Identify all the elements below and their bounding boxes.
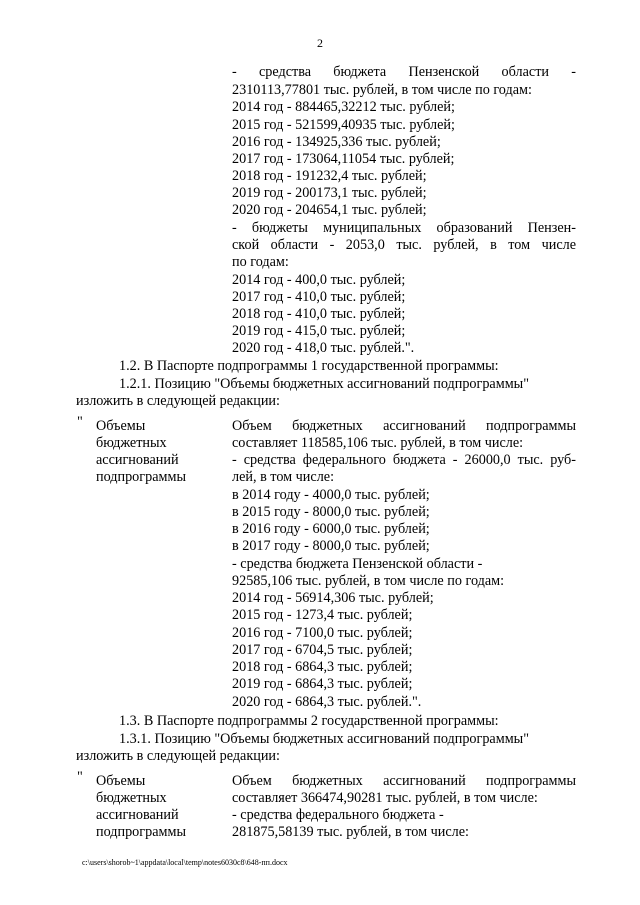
paragraph-1-3: 1.3. В Паспорте подпрограммы 2 государственной программы:: [119, 713, 499, 729]
block1-line: 2016 год - 134925,336 тыс. рублей;: [232, 134, 441, 150]
table2-right-line: 281875,58139 тыс. рублей, в том числе:: [232, 824, 469, 840]
table2-quote-mark: ": [77, 769, 83, 785]
table2-right-line: - средства федерального бюджета -: [232, 807, 444, 823]
table2-right-line: составляет 366474,90281 тыс. рублей, в том числе:: [232, 790, 538, 806]
table2-left-cell: бюджетных: [96, 790, 167, 806]
block1-line: - средства бюджета Пензенской области -: [232, 64, 576, 80]
page-number: 2: [317, 36, 323, 50]
table2-left-cell: Объемы: [96, 773, 146, 789]
table1-right-line: составляет 118585,106 тыс. рублей, в том числе:: [232, 435, 524, 451]
table1-right-line: лей, в том числе:: [232, 469, 335, 485]
block1-line: 2019 год - 200173,1 тыс. рублей;: [232, 185, 427, 201]
block1-line: ской области - 2053,0 тыс. рублей, в том числе: [232, 237, 576, 253]
table1-left-cell: Объемы: [96, 418, 146, 434]
table1-right-line: в 2015 году - 8000,0 тыс. рублей;: [232, 504, 430, 520]
table1-right-line: 2018 год - 6864,3 тыс. рублей;: [232, 659, 413, 675]
table1-left-cell: подпрограммы: [96, 469, 186, 485]
table1-left-cell: бюджетных: [96, 435, 167, 451]
table1-right-line: - средства бюджета Пензенской области -: [232, 556, 483, 572]
table2-left-cell: ассигнований: [96, 807, 179, 823]
table1-right-line: 2019 год - 6864,3 тыс. рублей;: [232, 676, 413, 692]
footer-file-path: c:\users\shorob~1\appdata\local\temp\notes6030c8\648-пп.docx: [82, 858, 288, 867]
block1-line: - бюджеты муниципальных образований Пензен-: [232, 220, 576, 236]
block1-line: 2020 год - 418,0 тыс. рублей.".: [232, 340, 415, 356]
block1-line: 2018 год - 191232,4 тыс. рублей;: [232, 168, 427, 184]
table1-right-line: 2014 год - 56914,306 тыс. рублей;: [232, 590, 434, 606]
block1-line: 2017 год - 410,0 тыс. рублей;: [232, 289, 406, 305]
block1-line: 2018 год - 410,0 тыс. рублей;: [232, 306, 406, 322]
table1-left-cell: ассигнований: [96, 452, 179, 468]
block1-line: 2015 год - 521599,40935 тыс. рублей;: [232, 117, 455, 133]
paragraph-1-2-1: 1.2.1. Позицию "Объемы бюджетных ассигнований подпрограммы": [119, 376, 530, 392]
table1-right-line: - средства федерального бюджета - 26000,0 тыс. руб-: [232, 452, 576, 468]
paragraph-1-2-1-cont: изложить в следующей редакции:: [76, 393, 280, 409]
table1-right-line: 2020 год - 6864,3 тыс. рублей.".: [232, 694, 422, 710]
table1-right-line: 2017 год - 6704,5 тыс. рублей;: [232, 642, 413, 658]
block1-line: по годам:: [232, 254, 289, 270]
table1-right-line: в 2016 году - 6000,0 тыс. рублей;: [232, 521, 430, 537]
paragraph-1-2: 1.2. В Паспорте подпрограммы 1 государственной программы:: [119, 358, 499, 374]
table1-right-line: в 2014 году - 4000,0 тыс. рублей;: [232, 487, 430, 503]
paragraph-1-3-1-cont: изложить в следующей редакции:: [76, 748, 280, 764]
block1-line: 2017 год - 173064,11054 тыс. рублей;: [232, 151, 455, 167]
block1-line: 2014 год - 400,0 тыс. рублей;: [232, 272, 406, 288]
table1-right-line: в 2017 году - 8000,0 тыс. рублей;: [232, 538, 430, 554]
table1-right-line: Объем бюджетных ассигнований подпрограммы: [232, 418, 576, 434]
block1-line: 2019 год - 415,0 тыс. рублей;: [232, 323, 406, 339]
table1-right-line: 2015 год - 1273,4 тыс. рублей;: [232, 607, 413, 623]
block1-line: 2310113,77801 тыс. рублей, в том числе по годам:: [232, 82, 532, 98]
table1-right-line: 2016 год - 7100,0 тыс. рублей;: [232, 625, 413, 641]
table2-left-cell: подпрограммы: [96, 824, 186, 840]
table2-right-line: Объем бюджетных ассигнований подпрограммы: [232, 773, 576, 789]
table1-quote-mark: ": [77, 414, 83, 430]
block1-line: 2014 год - 884465,32212 тыс. рублей;: [232, 99, 455, 115]
paragraph-1-3-1: 1.3.1. Позицию "Объемы бюджетных ассигнований подпрограммы": [119, 731, 530, 747]
table1-right-line: 92585,106 тыс. рублей, в том числе по годам:: [232, 573, 505, 589]
block1-line: 2020 год - 204654,1 тыс. рублей;: [232, 202, 427, 218]
